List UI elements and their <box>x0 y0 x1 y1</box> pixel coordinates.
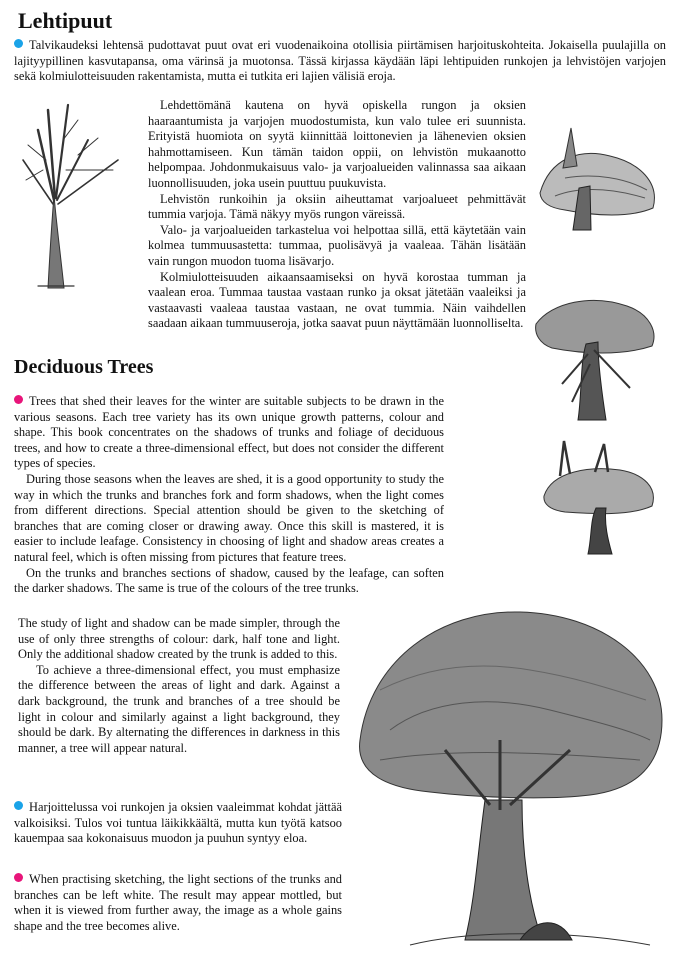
fi-paragraph-1: Lehdettömänä kautena on hyvä opiskella rungon ja oksien haaraantumista ja varjojen muodostumista, kun valo tulee eri suunnista. Erityistä huomiota on syytä kiinnittää loittonevien ja lähenevien oksien hahmottamiseen. Kun tämän taidon oppii, on lehvistön mukaanotto helpompaa. Johdonmukaisuus valo- ja varjoalueiden valinnassa saa aikaan luonnollisuuden, joka usein puuttuu puukuvista. <box>148 98 526 190</box>
page-title-fi: Lehtipuut <box>18 8 113 33</box>
fi-column <box>148 98 526 332</box>
en-column-lower <box>18 616 340 756</box>
page-title-en: Deciduous Trees <box>14 356 154 378</box>
tip-fi-text: Harjoittelussa voi runkojen ja oksien vaaleimmat kohdat jättää valkoisiksi. Tulos voi tuntua läikikkäältä, mutta kun työtä katsoo kauempaa saa kokonaisuus muodon ja puuhun syntyy eloa. <box>14 800 342 846</box>
intro-fi <box>14 38 666 85</box>
intro-fi-text: Talvikaudeksi lehtensä pudottavat puut ovat eri vuodenaikoina otollisia piirtämisen harjoituskohteita. Jokaisella puulajilla on lajityypillinen kasvutapansa, oma värinsä ja muotonsa. Tässä kirjassa käydään läpi lehtipuiden runkojen ja lehvistöjen varjojen sekä kolmiulotteisuuden rakentamista, mutta ei tutkita eri lajien välisiä eroja. <box>14 38 666 84</box>
fi-paragraph-2: Lehvistön runkoihin ja oksiin aiheuttamat varjoalueet pehmittävät tummia varjoja. Tämä näkyy myös rungon väreissä. <box>148 191 526 222</box>
fi-paragraph-4: Kolmiulotteisuuden aikaansaamiseksi on hyvä korostaa tumman ja vaalean eroa. Tummaa taustaa vastaan runko ja oksat jätetään vaaleiksi ja vastaavasti vaaleaa taustaa vastaan, ne ovat tummia. Näin vaihdellen saadaan aikaan tummuuseroja, jotka saavat puun näyttämään luonnolliselta. <box>148 269 526 331</box>
blue-bullet-icon <box>14 39 23 48</box>
pink-bullet-icon <box>14 873 23 882</box>
tip-en-text: When practising sketching, the light sections of the trunks and branches can be left white. The result may appear mottled, but when it is viewed from further away, the image as a whole gains shape and the tree becomes alive. <box>14 872 342 933</box>
large-tree-sketch <box>350 600 672 956</box>
bare-tree-sketch <box>18 100 138 290</box>
en-paragraph-4: The study of light and shadow can be made simpler, through the use of only three strengths of colour: dark, half tone and light. Only the additional shadow created by the trunk is added to this. <box>18 616 340 662</box>
fi-paragraph-3: Valo- ja varjoalueiden tarkastelua voi helpottaa sillä, että käytetään vain kolmea tummuusastetta: tummaa, puolisävyä ja vaaleaa. Tähän lisätään vain rungon muodon tuoma lisävarjo. <box>148 222 526 268</box>
blue-bullet-icon <box>14 801 23 810</box>
pink-bullet-icon <box>14 395 23 404</box>
tree-sketch-1 <box>535 118 665 233</box>
en-paragraph-1-text: Trees that shed their leaves for the winter are suitable subjects to be drawn in the various seasons. Each tree variety has its own unique growth patterns, colour and shape. This book concentrates on the shadows of trunks and foliage of deciduous trees, and how to create a three-dimensional effect, but does not consider the different types of species. <box>14 394 444 471</box>
en-paragraph-1 <box>14 394 444 472</box>
tip-fi <box>14 800 342 847</box>
en-paragraph-3: On the trunks and branches sections of shadow, caused by the leafage, can soften the darker shadows. The same is true of the colours of the tree trunks. <box>14 565 444 596</box>
tree-sketch-3 <box>540 436 660 556</box>
tip-en <box>14 872 342 934</box>
en-column <box>14 394 444 597</box>
en-paragraph-5: To achieve a three-dimensional effect, you must emphasize the difference between the areas of light and dark. Against a dark background, the trunk and branches of a tree should be light in colour and similarly against a light background, they should be dark. By alternating the differences in darkness in this manner, a tree will appear natural. <box>18 662 340 755</box>
tree-sketch-2 <box>532 284 662 424</box>
en-paragraph-2: During those seasons when the leaves are shed, it is a good opportunity to study the way in which the trunks and branches fork and form shadows, when the light comes from different directions. Special attention should be given to the sketching of branches that are coming closer or drawing away. Once this skill is mastered, it is easier to include leafage. Consistency in choosing of light and shadow areas creates a natural feel, which is often missing from pictures that feature trees. <box>14 471 444 564</box>
